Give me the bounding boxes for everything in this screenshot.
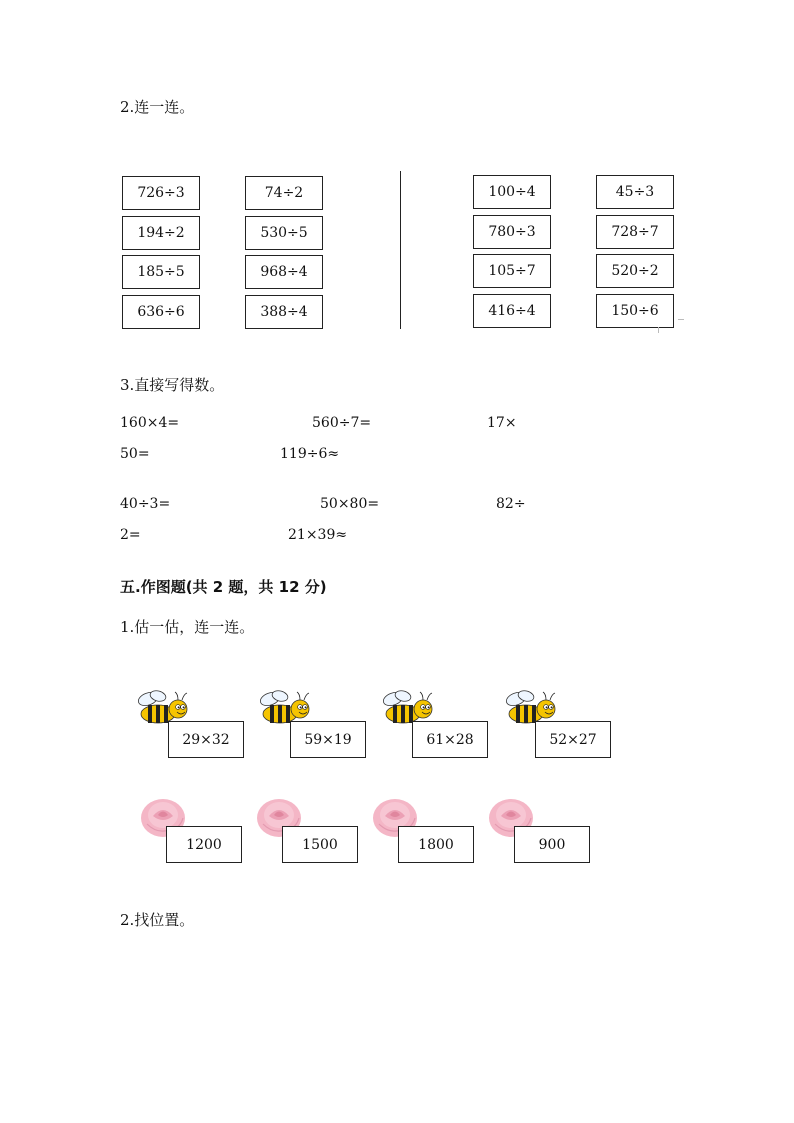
rose-value-box[interactable]: 1800 (398, 826, 474, 863)
calc-item: 160×4= (120, 415, 180, 431)
bee-expression-box[interactable]: 29×32 (168, 721, 244, 758)
expression-box[interactable]: 105÷7 (473, 254, 551, 288)
expression-box[interactable]: 416÷4 (473, 294, 551, 328)
calc-item: 82÷ (496, 496, 526, 512)
calc-item: 2= (120, 527, 141, 543)
bee-expression-box[interactable]: 61×28 (412, 721, 488, 758)
expression-box[interactable]: 74÷2 (245, 176, 323, 210)
question-3-title: 3.直接写得数。 (120, 376, 225, 394)
calc-item: 17× (487, 415, 517, 431)
expression-box[interactable]: 636÷6 (122, 295, 200, 329)
rose-value-box[interactable]: 1500 (282, 826, 358, 863)
rose-value-box[interactable]: 1200 (166, 826, 242, 863)
expression-box[interactable]: 150÷6 (596, 294, 674, 328)
expression-box[interactable]: 100÷4 (473, 175, 551, 209)
question-2-title: 2.连一连。 (120, 98, 195, 116)
bee-expression-box[interactable]: 52×27 (535, 721, 611, 758)
expression-box[interactable]: 194÷2 (122, 216, 200, 250)
rose-value-box[interactable]: 900 (514, 826, 590, 863)
section-5-title: 五.作图题(共 2 题，共 12 分) (120, 578, 327, 596)
expression-box[interactable]: 728÷7 (596, 215, 674, 249)
question-2-find-position-title: 2.找位置。 (120, 911, 195, 929)
calc-item: 50×80= (320, 496, 380, 512)
calc-item: 560÷7= (312, 415, 372, 431)
bee-expression-box[interactable]: 59×19 (290, 721, 366, 758)
expression-box[interactable]: 780÷3 (473, 215, 551, 249)
question-1-title: 1.估一估，连一连。 (120, 618, 255, 636)
group-divider (400, 171, 401, 329)
expression-box[interactable]: 968÷4 (245, 255, 323, 289)
stray-mark (678, 319, 684, 320)
expression-box[interactable]: 726÷3 (122, 176, 200, 210)
calc-item: 21×39≈ (288, 527, 348, 543)
calc-item: 40÷3= (120, 496, 171, 512)
calc-item: 50= (120, 446, 150, 462)
calc-item: 119÷6≈ (280, 446, 340, 462)
expression-box[interactable]: 530÷5 (245, 216, 323, 250)
expression-box[interactable]: 388÷4 (245, 295, 323, 329)
expression-box[interactable]: 520÷2 (596, 254, 674, 288)
stray-mark (658, 327, 659, 333)
expression-box[interactable]: 185÷5 (122, 255, 200, 289)
expression-box[interactable]: 45÷3 (596, 175, 674, 209)
